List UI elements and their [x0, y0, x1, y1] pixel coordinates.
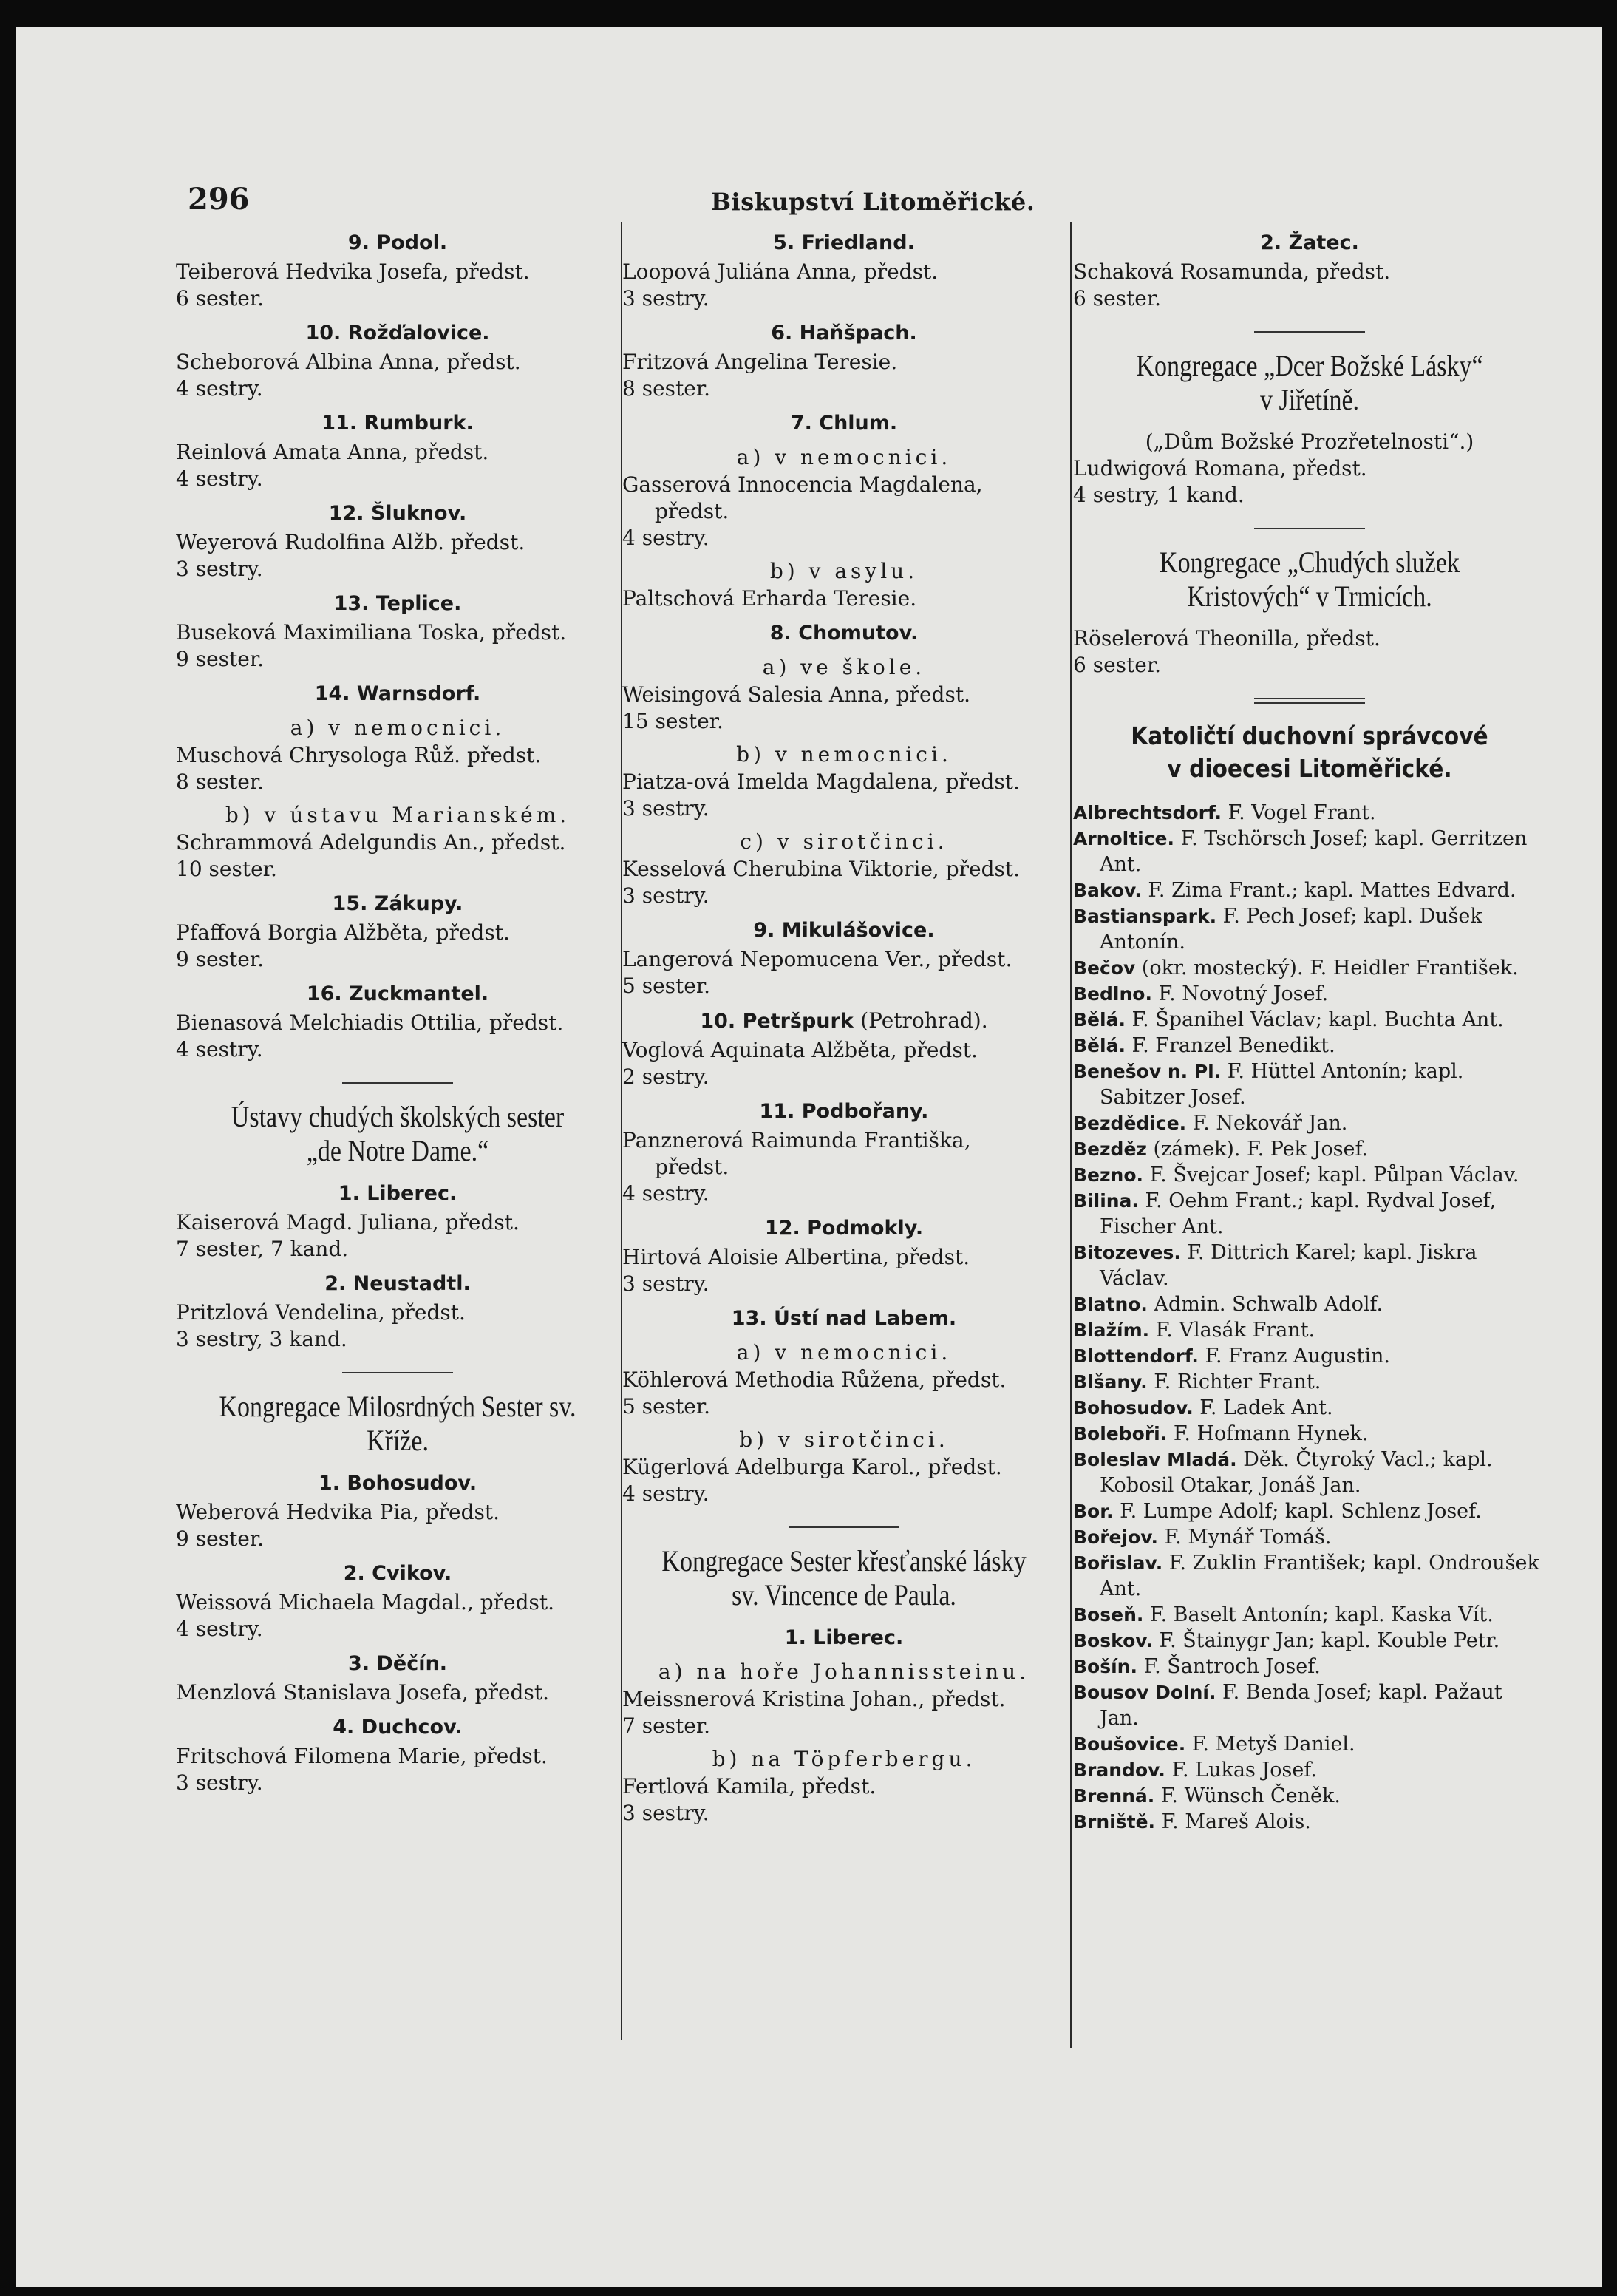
section-heading-line: v dioecesi Litoměřické.	[1167, 754, 1452, 783]
clergy-names: F. Dittrich Karel; kapl. Jiskra Václav.	[1100, 1241, 1477, 1290]
town-heading: 8. Chomutov.	[769, 622, 919, 645]
entry-line: Loopová Juliána Anna, předst.	[622, 259, 939, 284]
entry-line: Fritzová Angelina Teresie.	[622, 350, 898, 374]
section-heading-line: Kongregace „Dcer Božské Lásky“	[1136, 349, 1483, 382]
section-heading	[1109, 546, 1511, 614]
entry-line: 4 sestry.	[176, 1037, 263, 1062]
clergy-names: F. Zuklin František; kapl. Ondroušek Ant.	[1100, 1552, 1539, 1600]
town-heading: 1. Liberec.	[784, 1626, 904, 1649]
entry-line: 3 sestry.	[622, 1801, 709, 1825]
clergy-names: F. Benda Josef; kapl. Pažaut Jan.	[1100, 1681, 1502, 1730]
entry-line: 10 sester.	[176, 857, 277, 881]
entry-line: Piatza-ová Imelda Magdalena, předst.	[622, 770, 1020, 794]
clergy-entry	[1073, 1395, 1546, 1421]
clergy-names: F. Vlasák Frant.	[1149, 1319, 1315, 1342]
clergy-names: (zámek). F. Pek Josef.	[1146, 1138, 1369, 1161]
entry-line: předst.	[655, 499, 729, 523]
parish-name: Boskov.	[1073, 1630, 1153, 1651]
clergy-entry	[1073, 1240, 1546, 1291]
parish-name: Blažím.	[1073, 1319, 1150, 1341]
double-divider	[1254, 698, 1365, 704]
clergy-entry	[1073, 1110, 1546, 1136]
entry-line: 6 sester.	[176, 286, 265, 310]
clergy-entry	[1073, 1007, 1546, 1033]
parish-name: Brenná.	[1073, 1785, 1155, 1807]
clergy-entry	[1073, 1317, 1546, 1343]
entry-line: 7 sester, 7 kand.	[176, 1237, 349, 1261]
entry-line: 4 sestry, 1 kand.	[1073, 483, 1245, 507]
section-heading-line: „de Notre Dame.“	[306, 1134, 489, 1167]
town-heading: 12. Šluknov.	[328, 502, 467, 525]
column-2	[622, 222, 1066, 1827]
column-3	[1073, 222, 1546, 1835]
town-heading	[622, 1007, 1066, 1036]
section-heading-line: Kongregace Sester křesťanské lásky	[661, 1544, 1027, 1577]
clergy-names: Děk. Čtyroký Vacl.; kapl. Kobosil Otakar, Jonáš Jan.	[1100, 1448, 1493, 1497]
entry-line: 7 sester.	[622, 1713, 711, 1738]
subsection-label: b) v asylu.	[769, 559, 919, 583]
parish-name: Albrechtsdorf.	[1073, 802, 1222, 823]
section-heading-line: Kristových“ v Trmicích.	[1187, 580, 1432, 613]
clergy-names: F. Šantroch Josef.	[1137, 1655, 1321, 1678]
entry-line: 15 sester.	[622, 709, 724, 733]
town-heading: 2. Cvikov.	[343, 1562, 452, 1585]
entry-line: Ludwigová Romana, předst.	[1073, 456, 1367, 480]
subsection-label: a) v nemocnici.	[736, 445, 952, 469]
subsection-label: c) v sirotčinci.	[740, 829, 948, 854]
section-heading-line: v Jiřetíně.	[1259, 383, 1360, 416]
section-heading-line: Kříže.	[366, 1424, 429, 1457]
clergy-entry	[1073, 1343, 1546, 1369]
page-header	[16, 182, 1602, 226]
entry-line: Röselerová Theonilla, předst.	[1073, 626, 1381, 651]
town-heading: 11. Podbořany.	[759, 1100, 929, 1123]
entry-line: 4 sestry.	[176, 376, 263, 401]
section-heading	[209, 1390, 586, 1458]
parish-name: Benešov n. Pl.	[1073, 1061, 1222, 1082]
section-heading-line: sv. Vincence de Paula.	[732, 1578, 956, 1611]
entry-line: 5 sester.	[622, 974, 711, 998]
section-divider	[1254, 528, 1365, 529]
parish-name: Boseň.	[1073, 1604, 1144, 1626]
town-heading: 9. Podol.	[347, 231, 448, 254]
town-heading: 9. Mikulášovice.	[753, 919, 935, 942]
clergy-names: F. Tschörsch Josef; kapl. Gerritzen Ant.	[1100, 827, 1528, 876]
entry-line: 4 sestry.	[176, 466, 263, 491]
subsection-label: b) na Töpferbergu.	[712, 1747, 976, 1771]
entry-line: 4 sestry.	[176, 1617, 263, 1641]
clergy-names: F. Novotný Josef.	[1151, 982, 1329, 1005]
clergy-entry	[1073, 1447, 1546, 1498]
clergy-names: F. Mareš Alois.	[1155, 1810, 1311, 1833]
page-number: 296	[188, 182, 250, 217]
town-heading: 4. Duchcov.	[333, 1716, 463, 1739]
entry-line: Gasserová Innocencia Magdalena,	[622, 472, 983, 497]
town-heading: 1. Liberec.	[338, 1182, 457, 1205]
town-heading: 1. Bohosudov.	[318, 1472, 477, 1495]
clergy-entry	[1073, 1628, 1546, 1654]
section-heading	[1097, 720, 1522, 785]
parish-name: Bořislav.	[1073, 1552, 1163, 1574]
subsection-label: b) v sirotčinci.	[739, 1427, 949, 1452]
town-heading: 3. Děčín.	[348, 1652, 447, 1675]
clergy-entry	[1073, 955, 1546, 981]
town-heading: 10. Rožďalovice.	[305, 322, 490, 344]
clergy-names: (okr. mostecký). F. Heidler František.	[1135, 957, 1519, 979]
section-note: („Dům Božské Prozřetelnosti“.)	[1145, 429, 1474, 454]
section-heading	[209, 1100, 586, 1168]
entry-line: Bienasová Melchiadis Ottilia, předst.	[176, 1011, 564, 1035]
town-heading: 13. Ústí nad Labem.	[731, 1307, 957, 1330]
clergy-entry	[1073, 1291, 1546, 1317]
clergy-names: F. Oehm Frant.; kapl. Rydval Josef, Fischer Ant.	[1100, 1189, 1497, 1238]
subsection-label: a) v nemocnici.	[736, 1340, 952, 1365]
clergy-names: F. Richter Frant.	[1147, 1371, 1321, 1393]
entry-line: 9 sester.	[176, 1526, 265, 1551]
parish-name: Bezděz	[1073, 1138, 1147, 1160]
clergy-entry	[1073, 1783, 1546, 1809]
town-heading: 2. Neustadtl.	[324, 1272, 471, 1295]
clergy-names: F. Lukas Josef.	[1165, 1759, 1317, 1782]
section-heading-line: Ústavy chudých školských sester	[231, 1100, 565, 1133]
entry-line: předst.	[655, 1155, 729, 1179]
parish-name: Brandov.	[1073, 1759, 1165, 1781]
clergy-names: F. Hüttel Antonín; kapl. Sabitzer Josef.	[1100, 1060, 1464, 1109]
entry-line: Schaková Rosamunda, předst.	[1073, 259, 1391, 284]
town-name: 10. Petršpurk	[700, 1010, 854, 1033]
clergy-entry	[1073, 1421, 1546, 1447]
clergy-names: F. Lumpe Adolf; kapl. Schlenz Josef.	[1113, 1500, 1482, 1523]
entry-line: 3 sestry.	[176, 1770, 263, 1795]
section-divider	[342, 1082, 453, 1084]
entry-line: 3 sestry, 3 kand.	[176, 1327, 347, 1351]
clergy-entry	[1073, 1059, 1546, 1110]
entry-line: Langerová Nepomucena Ver., předst.	[622, 947, 1012, 971]
entry-line: 3 sestry.	[622, 883, 709, 908]
clergy-names: F. Baselt Antonín; kapl. Kaska Vít.	[1143, 1603, 1494, 1626]
clergy-entry	[1073, 1498, 1546, 1524]
entry-line: Fertlová Kamila, předst.	[622, 1774, 876, 1799]
parish-name: Arnoltice.	[1073, 828, 1175, 849]
section-divider	[1254, 331, 1365, 333]
entry-line: 4 sestry.	[622, 1181, 709, 1206]
clergy-entry	[1073, 1731, 1546, 1757]
parish-name: Bohosudov.	[1073, 1397, 1194, 1419]
town-heading: 13. Teplice.	[333, 592, 462, 615]
clergy-names: F. Švejcar Josef; kapl. Půlpan Václav.	[1143, 1164, 1519, 1186]
parish-name: Bělá.	[1073, 1009, 1126, 1030]
section-heading	[656, 1544, 1032, 1612]
parish-name: Boleslav Mladá.	[1073, 1449, 1237, 1470]
entry-line: Kesselová Cherubina Viktorie, předst.	[622, 857, 1021, 881]
parish-name: Bečov	[1073, 957, 1136, 979]
entry-line: 3 sestry.	[622, 796, 709, 821]
entry-line: 2 sestry.	[622, 1064, 709, 1089]
town-heading: 7. Chlum.	[790, 412, 898, 435]
section-heading	[1109, 349, 1511, 417]
town-heading: 12. Podmokly.	[764, 1217, 924, 1240]
clergy-entry	[1073, 1809, 1546, 1835]
parish-name: Bedlno.	[1073, 983, 1152, 1005]
clergy-entry	[1073, 877, 1546, 903]
clergy-names: F. Mynář Tomáš.	[1158, 1526, 1332, 1549]
entry-line: Weissová Michaela Magdal., předst.	[176, 1590, 555, 1614]
entry-line: 5 sester.	[622, 1394, 711, 1419]
clergy-entry	[1073, 981, 1546, 1007]
entry-line: Kügerlová Adelburga Karol., předst.	[622, 1455, 1002, 1479]
clergy-entry	[1073, 1524, 1546, 1550]
entry-line: Weyerová Rudolfina Alžb. předst.	[176, 530, 525, 554]
section-divider	[789, 1526, 899, 1528]
town-heading: 5. Friedland.	[773, 231, 915, 254]
entry-line: Pfaffová Borgia Alžběta, předst.	[176, 920, 510, 945]
clergy-entry	[1073, 800, 1546, 826]
entry-line: 6 sester.	[1073, 286, 1162, 310]
entry-line: 3 sestry.	[622, 1271, 709, 1296]
entry-line: Fritschová Filomena Marie, předst.	[176, 1744, 548, 1768]
entry-line: Kaiserová Magd. Juliana, předst.	[176, 1210, 520, 1234]
clergy-entry	[1073, 1033, 1546, 1059]
subsection-label: a) v nemocnici.	[290, 716, 505, 740]
parish-name: Bezdědice.	[1073, 1113, 1187, 1134]
entry-line: Muschová Chrysologa Růž. předst.	[176, 743, 542, 767]
entry-line: 6 sester.	[1073, 653, 1162, 677]
clergy-entry	[1073, 1369, 1546, 1395]
town-heading: 6. Haňšpach.	[771, 322, 917, 344]
parish-name: Blottendorf.	[1073, 1345, 1199, 1367]
entry-line: Meissnerová Kristina Johan., předst.	[622, 1687, 1006, 1711]
parish-name: Boušovice.	[1073, 1733, 1186, 1755]
clergy-list	[1073, 800, 1546, 1835]
section-heading-line: Kongregace „Chudých služek	[1160, 546, 1460, 579]
section-heading-line: Katoličtí duchovní správcové	[1131, 721, 1488, 750]
clergy-entry	[1073, 903, 1546, 955]
town-heading: 2. Žatec.	[1260, 231, 1359, 254]
clergy-names: F. Franz Augustin.	[1198, 1345, 1390, 1368]
parish-name: Bousov Dolní.	[1073, 1682, 1216, 1703]
parish-name: Bezno.	[1073, 1164, 1144, 1186]
subsection-label: b) v ústavu Marianském.	[225, 803, 571, 827]
clergy-names: F. Ladek Ant.	[1193, 1396, 1333, 1419]
column-divider-2	[1070, 222, 1072, 2048]
town-heading: 16. Zuckmantel.	[306, 982, 489, 1005]
parish-name: Bilina.	[1073, 1190, 1139, 1212]
column-1	[176, 222, 619, 1796]
clergy-names: F. Franzel Benedikt.	[1125, 1034, 1335, 1057]
entry-line: 9 sester.	[176, 947, 265, 971]
clergy-names: F. Pech Josef; kapl. Dušek Antonín.	[1100, 905, 1482, 954]
entry-line: Hirtová Aloisie Albertina, předst.	[622, 1245, 970, 1269]
parish-name: Bastianspark.	[1073, 906, 1217, 927]
subsection-label: a) na hoře Johannissteinu.	[658, 1660, 1030, 1684]
clergy-names: F. Španihel Václav; kapl. Buchta Ant.	[1125, 1008, 1504, 1031]
entry-line: Voglová Aquinata Alžběta, předst.	[622, 1038, 978, 1062]
subsection-label: b) v nemocnici.	[736, 742, 952, 767]
parish-name: Bakov.	[1073, 880, 1142, 901]
section-divider	[342, 1372, 453, 1373]
entry-line: 8 sester.	[622, 376, 711, 401]
clergy-entry	[1073, 1136, 1546, 1162]
parish-name: Blatno.	[1073, 1294, 1148, 1315]
entry-line: Buseková Maximiliana Toska, předst.	[176, 620, 567, 645]
entry-line: 9 sester.	[176, 647, 265, 671]
entry-line: Pritzlová Vendelina, předst.	[176, 1300, 466, 1325]
parish-name: Bořejov.	[1073, 1526, 1159, 1548]
entry-line: 8 sester.	[176, 770, 265, 794]
entry-line: 4 sestry.	[622, 526, 709, 550]
clergy-names: F. Metyš Daniel.	[1185, 1733, 1355, 1756]
clergy-entry	[1073, 1654, 1546, 1679]
clergy-names: Admin. Schwalb Adolf.	[1147, 1293, 1383, 1316]
clergy-names: F. Štainygr Jan; kapl. Kouble Petr.	[1153, 1629, 1500, 1652]
entry-line: Paltschová Erharda Teresie.	[622, 586, 917, 611]
entry-line: Reinlová Amata Anna, předst.	[176, 440, 489, 464]
clergy-names: F. Vogel Frant.	[1221, 801, 1376, 824]
clergy-names: F. Zima Frant.; kapl. Mattes Edvard.	[1141, 879, 1516, 902]
running-title: Biskupství Litoměřické.	[711, 188, 1035, 216]
town-heading: 15. Zákupy.	[332, 892, 463, 915]
clergy-entry	[1073, 1757, 1546, 1783]
town-heading: 14. Warnsdorf.	[314, 682, 481, 705]
entry-line: 4 sestry.	[622, 1481, 709, 1506]
clergy-names: F. Hofmann Hynek.	[1167, 1422, 1369, 1445]
clergy-entry	[1073, 1550, 1546, 1602]
clergy-names: F. Nekovář Jan.	[1186, 1112, 1348, 1135]
clergy-names: F. Wünsch Čeněk.	[1154, 1784, 1341, 1807]
entry-line: Scheborová Albina Anna, předst.	[176, 350, 521, 374]
section-heading-line: Kongregace Milosrdných Sester sv.	[219, 1390, 576, 1423]
parish-name: Bor.	[1073, 1501, 1114, 1522]
entry-line: Weisingová Salesia Anna, předst.	[622, 682, 970, 707]
town-heading: 11. Rumburk.	[321, 412, 474, 435]
clergy-entry	[1073, 1602, 1546, 1628]
parish-name: Blšany.	[1073, 1371, 1148, 1393]
entry-line: Schrammová Adelgundis An., předst.	[176, 830, 566, 855]
parish-name: Bělá.	[1073, 1035, 1126, 1056]
entry-line: Weberová Hedvika Pia, předst.	[176, 1500, 500, 1524]
parish-name: Brniště.	[1073, 1811, 1156, 1833]
entry-line: Panznerová Raimunda Františka,	[622, 1128, 971, 1152]
parish-name: Boleboři.	[1073, 1423, 1168, 1444]
entry-line: 3 sestry.	[176, 557, 263, 581]
clergy-entry	[1073, 1162, 1546, 1188]
clergy-entry	[1073, 826, 1546, 877]
clergy-entry	[1073, 1679, 1546, 1731]
entry-line: Menzlová Stanislava Josefa, předst.	[176, 1680, 549, 1705]
clergy-entry	[1073, 1188, 1546, 1240]
parish-name: Bitozeves.	[1073, 1242, 1181, 1263]
entry-line: Teiberová Hedvika Josefa, předst.	[176, 259, 530, 284]
town-note: (Petrohrad).	[860, 1008, 988, 1033]
subsection-label: a) ve škole.	[762, 655, 926, 679]
entry-line: Köhlerová Methodia Růžena, předst.	[622, 1368, 1007, 1392]
entry-line: 3 sestry.	[622, 286, 709, 310]
parish-name: Bošín.	[1073, 1656, 1137, 1677]
